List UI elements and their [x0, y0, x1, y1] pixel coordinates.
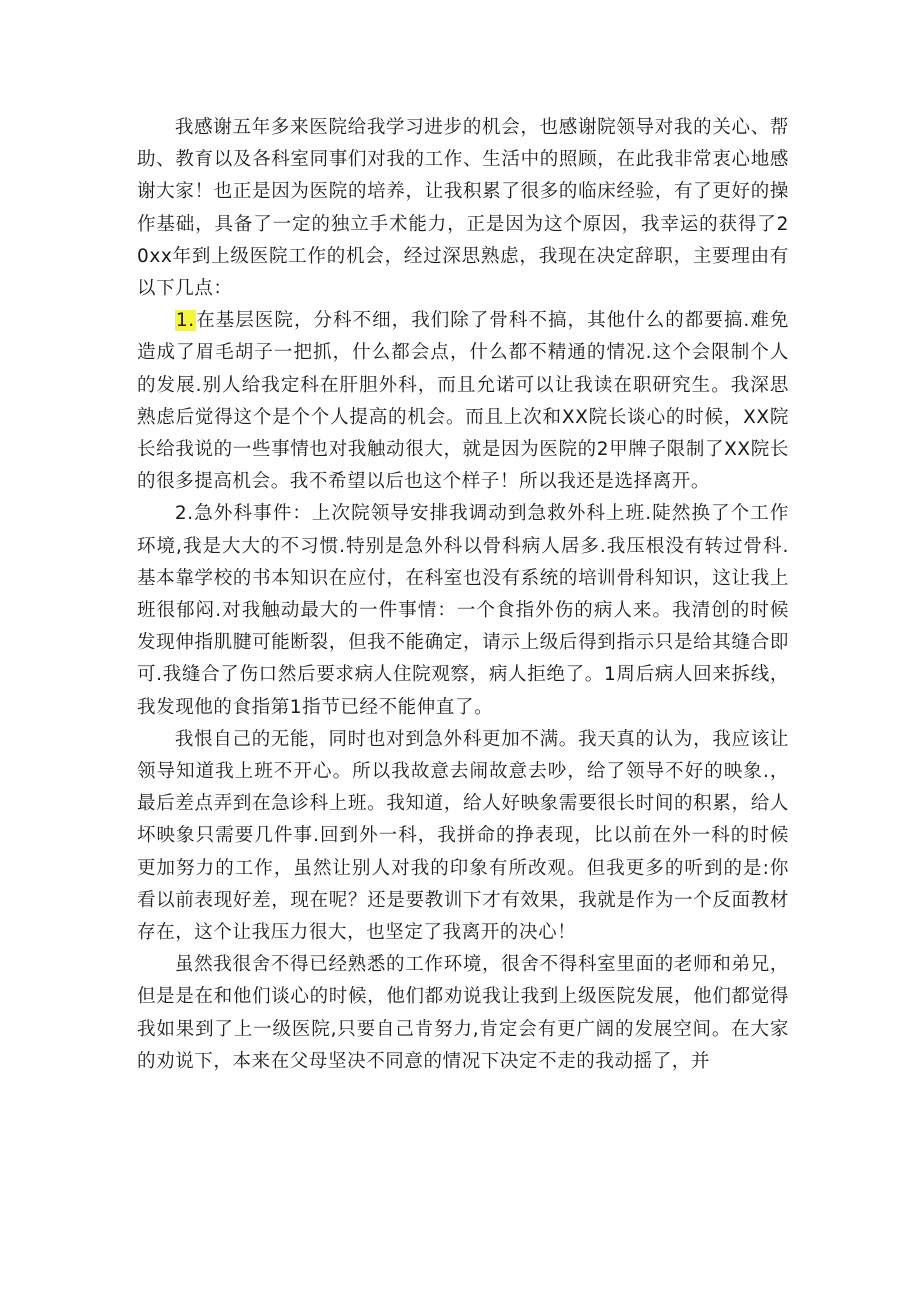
paragraph-reason-2: 2.急外科事件：上次院领导安排我调动到急救外科上班.陡然换了个工作环境,我是大大的不习惯.特别是急外科以骨科病人居多.我压根没有转过骨科.基本靠学校的书本知识在应付，在科室也没有系统的培训骨科知识，这让我上班很郁闷.对我触动最大的一件事情：一个食指外伤的病人来。我清创的时候发现伸指肌腱可能断裂，但我不能确定，请示上级后得到指示只是给其缝合即可.我缝合了伤口然后要求病人住院观察，病人拒绝了。1周后病人回来拆线，我发现他的食指第1指节已经不能伸直了。	[137, 503, 789, 718]
paragraph-decision: 虽然我很舍不得已经熟悉的工作环境，很舍不得科室里面的老师和弟兄，但是是在和他们谈心的时候，他们都劝说我让我到上级医院发展，他们都觉得我如果到了上一级医院,只要自己肯努力,肯定会有更广阔的发展空间。在大家的劝说下，本来在父母坚决不同意的情况下决定不走的我动摇了，并	[137, 954, 789, 1072]
paragraph-reflection: 我恨自己的无能，同时也对到急外科更加不满。我天真的认为，我应该让领导知道我上班不开心。所以我故意去闹故意去吵，给了领导不好的映象.，最后差点弄到在急诊科上班。我知道，给人好映象需要很长时间的积累，给人坏映象只需要几件事.回到外一科，我拼命的挣表现，比以前在外一科的时候更加努力的工作，虽然让别人对我的印象有所改观。但我更多的听到的是:你看以前表现好差，现在呢？还是要教训下才有效果，我就是作为一个反面教材存在，这个让我压力很大，也坚定了我离开的决心！	[137, 728, 789, 944]
highlighted-list-number: 1.	[175, 310, 195, 332]
paragraph-reason-1	[137, 305, 789, 498]
document-body	[137, 112, 789, 1078]
paragraph-intro: 我感谢五年多来医院给我学习进步的机会，也感谢院领导对我的关心、帮助、教育以及各科室同事们对我的工作、生活中的照顾，在此我非常衷心地感谢大家！也正是因为医院的培养，让我积累了很多的临床经验，有了更好的操作基础，具备了一定的独立手术能力，正是因为这个原因，我幸运的获得了20xx年到上级医院工作的机会，经过深思熟虑，我现在决定辞职，主要理由有以下几点：	[137, 117, 789, 300]
paragraph-reason-1-text: 在基层医院，分科不细，我们除了骨科不搞，其他什么的都要搞.难免造成了眉毛胡子一把抓，什么都会点，什么都不精通的情况.这个会限制个人的发展.别人给我定科在肝胆外科，而且允诺可以让我读在职研究生。我深思熟虑后觉得这个是个个人提高的机会。而且上次和XX院长谈心的时候，XX院长给我说的一些事情也对我触动很大，就是因为医院的2甲牌子限制了XX院长的很多提高机会。我不希望以后也这个样子！所以我还是选择离开。	[137, 310, 789, 493]
